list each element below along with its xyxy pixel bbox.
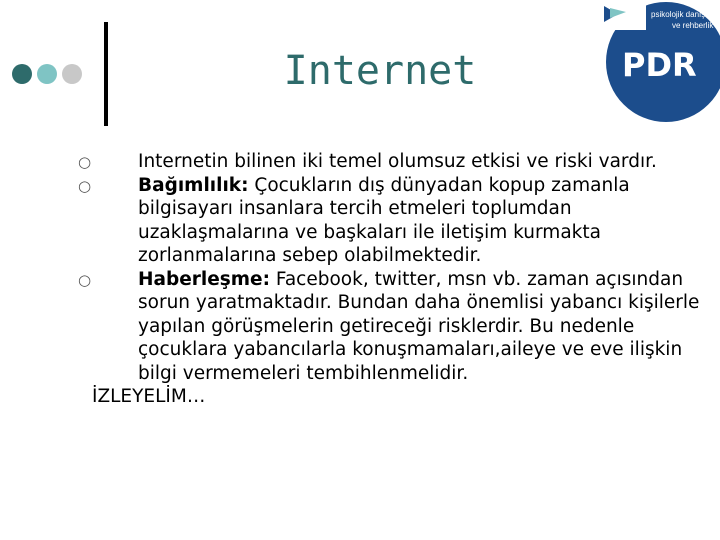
- page-title: Internet: [283, 48, 477, 94]
- bullet-item: [78, 174, 710, 268]
- bullet-text: Facebook, twitter, msn vb. zaman açısından sorun yaratmaktadır. Bundan daha önemlisi yabancı kişilerle yapılan görüşmelerin getireceği risklerdir. Bu nedenle çocuklara yabancılarla konuşmamaları,aileye ve eve ilişkin bilgi vermemeleri tembihlenmelidir.: [138, 268, 700, 384]
- dot-light: [37, 64, 57, 84]
- bullet-item: [78, 150, 710, 174]
- dot-gray: [62, 64, 82, 84]
- dot-dark: [12, 64, 32, 84]
- decorative-dots: [12, 64, 82, 84]
- svg-text:PDR: PDR: [622, 46, 697, 84]
- slide-content: [78, 150, 710, 409]
- pdr-logo: [596, 0, 720, 122]
- bullet-text: Çocukların dış dünyadan kopup zamanla bilgisayarı insanlara tercih etmeleri toplumdan uzaklaşmalarına ve başkaları ile iletişim kurmakta zorlanmalarına sebep olabilmektedir.: [138, 174, 630, 266]
- bullet-text: Internetin bilinen iki temel olumsuz etkisi ve riski vardır.: [138, 151, 657, 172]
- svg-text:ve rehberlik: ve rehberlik: [672, 21, 714, 30]
- bullet-ring-icon: ○: [78, 270, 92, 289]
- bullet-ring-icon: ○: [78, 153, 92, 171]
- bullet-heading: Haberleşme:: [138, 268, 271, 290]
- footer-text: İZLEYELİM…: [92, 386, 206, 407]
- title-divider: [104, 22, 108, 126]
- bullet-heading: Bağımlılık:: [138, 174, 249, 196]
- bullet-ring-icon: ○: [78, 176, 92, 195]
- bullet-item: [78, 268, 710, 386]
- svg-text:psikolojik danışma: psikolojik danışma: [651, 10, 717, 19]
